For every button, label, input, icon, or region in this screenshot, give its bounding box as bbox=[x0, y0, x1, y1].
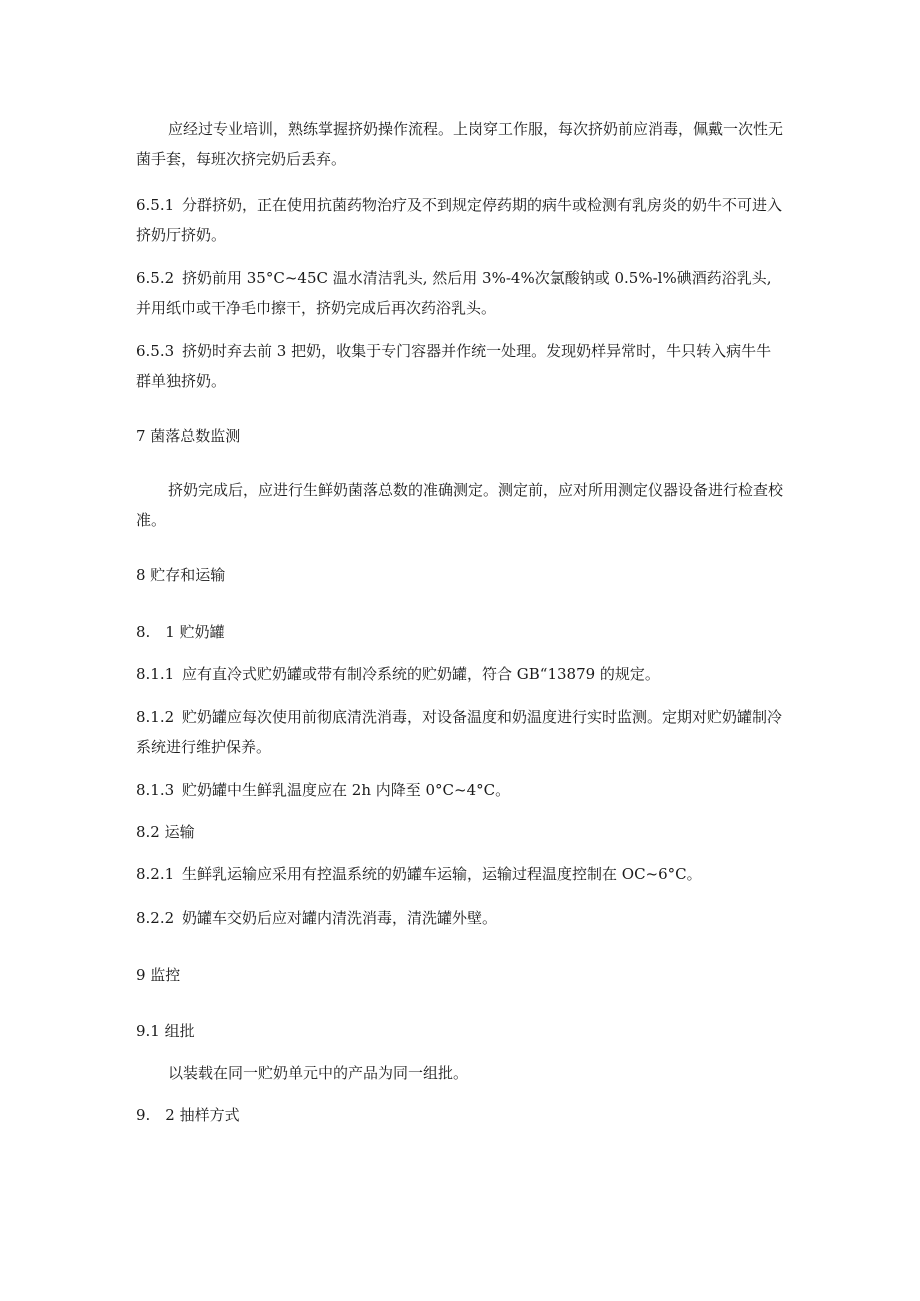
clause-text: 贮奶罐中生鲜乳温度应在 2h 内降至 0°C~4°C。 bbox=[182, 781, 511, 799]
clause-number: 8.1.1 bbox=[136, 665, 175, 683]
clause-number: 8.1.2 bbox=[136, 708, 175, 726]
clause-number: 8.2.2 bbox=[136, 909, 175, 927]
clause-8-1-1 bbox=[136, 659, 786, 689]
clause-6-5-1 bbox=[136, 190, 786, 250]
section-heading-8: 8 贮存和运输 bbox=[136, 566, 226, 584]
subsection-heading-8-1: 8. 1 贮奶罐 bbox=[136, 623, 225, 641]
clause-text: 分群挤奶，正在使用抗菌药物治疗及不到规定停药期的病牛或检测有乳房炎的奶牛不可进入挤奶厅挤奶。 bbox=[136, 196, 783, 244]
section-heading-7: 7 菌落总数监测 bbox=[136, 427, 241, 445]
section-heading-9: 9 监控 bbox=[136, 966, 181, 984]
paragraph-9-1: 以装载在同一贮奶单元中的产品为同一组批。 bbox=[168, 1064, 469, 1082]
subsection-heading-8-2: 8.2 运输 bbox=[136, 823, 195, 841]
paragraph-section-7: 挤奶完成后，应进行生鲜奶菌落总数的准确测定。测定前，应对所用测定仪器设备进行检查校准。 bbox=[136, 481, 784, 529]
clause-text: 贮奶罐应每次使用前彻底清洗消毒，对设备温度和奶温度进行实时监测。定期对贮奶罐制冷系统进行维护保养。 bbox=[136, 708, 783, 756]
clause-6-5-3 bbox=[136, 336, 786, 396]
clause-number: 6.5.3 bbox=[136, 342, 175, 360]
clause-8-1-3 bbox=[136, 775, 786, 805]
clause-number: 8.2.1 bbox=[136, 865, 175, 883]
clause-6-5-2 bbox=[136, 263, 786, 323]
clause-text: 生鲜乳运输应采用有控温系统的奶罐车运输，运输过程温度控制在 OC~6°C。 bbox=[182, 865, 702, 883]
clause-text: 挤奶时弃去前 3 把奶，收集于专门容器并作统一处理。发现奶样异常时，牛只转入病牛牛群单独挤奶。 bbox=[136, 342, 772, 390]
clause-text: 挤奶前用 35°C~45C 温水清洁乳头, 然后用 3%-4%次氯酸钠或 0.5%-l%碘酒药浴乳头, 并用纸巾或干净毛巾擦干，挤奶完成后再次药浴乳头。 bbox=[136, 269, 772, 317]
clause-text: 应有直冷式贮奶罐或带有制冷系统的贮奶罐，符合 GB“13879 的规定。 bbox=[182, 665, 660, 683]
clause-number: 6.5.2 bbox=[136, 269, 175, 287]
subsection-heading-9-1: 9.1 组批 bbox=[136, 1022, 195, 1040]
clause-8-2-2 bbox=[136, 903, 786, 933]
clause-number: 6.5.1 bbox=[136, 196, 175, 214]
clause-8-2-1 bbox=[136, 859, 786, 889]
subsection-heading-9-2: 9. 2 抽样方式 bbox=[136, 1106, 240, 1124]
clause-8-1-2 bbox=[136, 702, 786, 762]
clause-number: 8.1.3 bbox=[136, 781, 175, 799]
clause-text: 奶罐车交奶后应对罐内清洗消毒，清洗罐外壁。 bbox=[182, 909, 498, 927]
paragraph-intro: 应经过专业培训，熟练掌握挤奶操作流程。上岗穿工作服，每次挤奶前应消毒，佩戴一次性无菌手套，每班次挤完奶后丢弃。 bbox=[136, 120, 784, 168]
